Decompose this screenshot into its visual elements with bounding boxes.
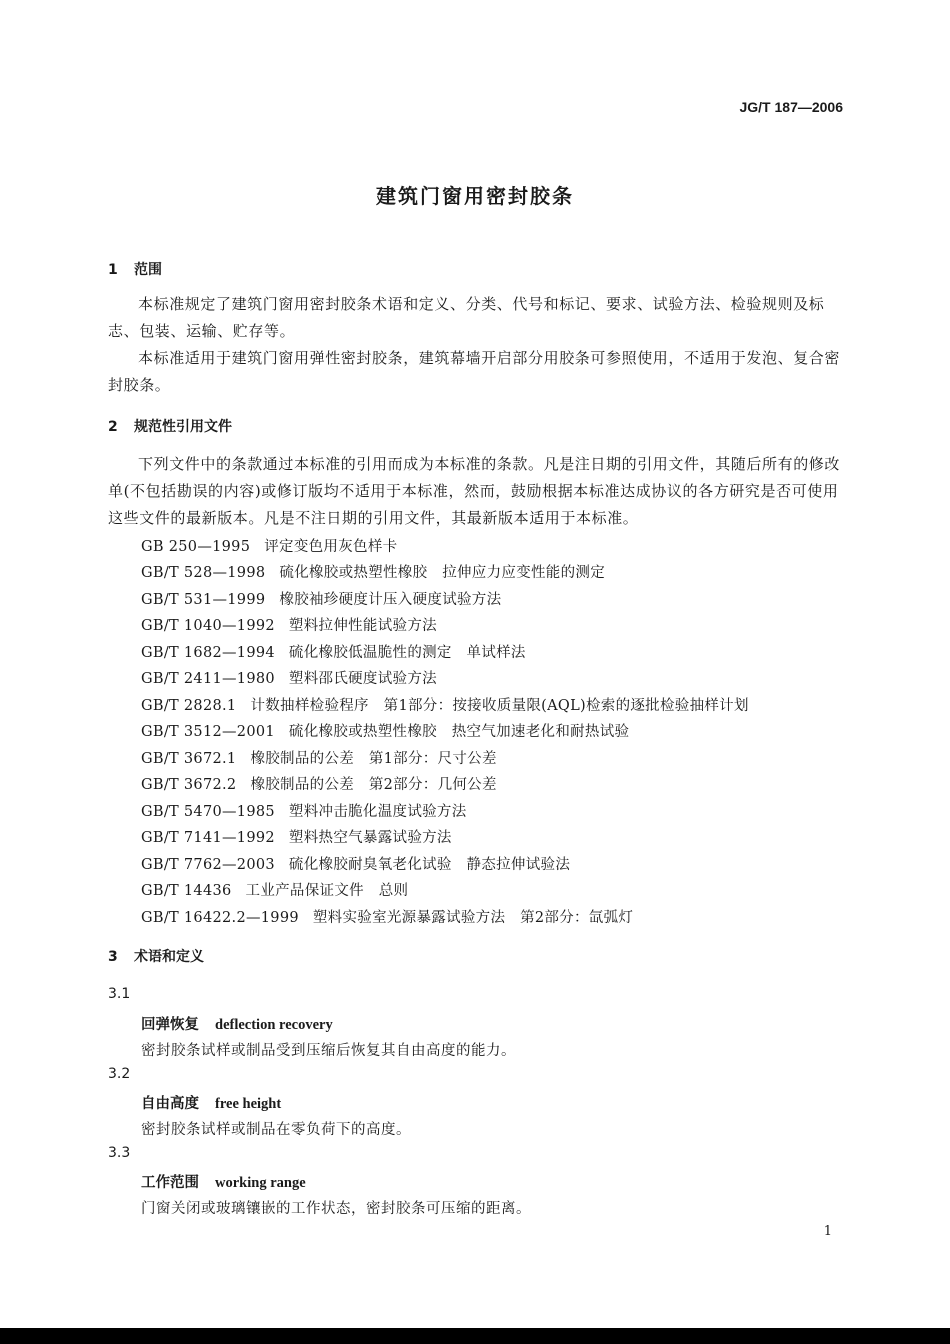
standard-code: JG/T 187—2006 <box>739 99 843 115</box>
reference-title: 硫化橡胶或热塑性橡胶 拉伸应力应变性能的测定 <box>279 565 605 581</box>
reference-title: 塑料实验室光源暴露试验方法 第2部分：氙弧灯 <box>312 910 634 926</box>
term-heading <box>141 1013 333 1034</box>
section-1-paragraph-2: 本标准适用于建筑门窗用弹性密封胶条，建筑幕墙开启部分用胶条可参照使用，不适用于发泡、复合密封胶条。 <box>108 349 841 394</box>
section-2-heading <box>108 416 232 436</box>
reference-code: GB/T 14436 <box>141 883 232 899</box>
reference-item <box>141 773 497 794</box>
reference-title: 塑料热空气暴露试验方法 <box>288 830 452 846</box>
reference-title: 塑料冲击脆化温度试验方法 <box>288 804 467 820</box>
term-definition: 密封胶条试样或制品受到压缩后恢复其自由高度的能力。 <box>141 1043 516 1059</box>
reference-title: 硫化橡胶耐臭氧老化试验 静态拉伸试验法 <box>288 857 571 873</box>
reference-item <box>141 853 570 874</box>
reference-item <box>141 800 467 821</box>
term-en: working range <box>215 1175 306 1191</box>
reference-item <box>141 747 497 768</box>
reference-code: GB/T 3512—2001 <box>141 724 275 740</box>
reference-code: GB/T 1040—1992 <box>141 618 275 634</box>
section-title: 范围 <box>134 262 162 278</box>
reference-code: GB/T 16422.2—1999 <box>141 910 299 926</box>
section-1-paragraph-1: 本标准规定了建筑门窗用密封胶条术语和定义、分类、代号和标记、要求、试验方法、检验规则及标志、包装、运输、贮存等。 <box>108 295 825 340</box>
reference-title: 硫化橡胶或热塑性橡胶 热空气加速老化和耐热试验 <box>288 724 630 740</box>
reference-title: 橡胶袖珍硬度计压入硬度试验方法 <box>279 592 502 608</box>
term-number: 3.2 <box>108 1066 131 1082</box>
reference-code: GB/T 2828.1 <box>141 698 237 714</box>
reference-item <box>141 720 629 741</box>
reference-item <box>141 906 633 927</box>
section-3-heading <box>108 946 204 966</box>
term-zh: 自由高度 <box>141 1096 199 1112</box>
reference-code: GB/T 7762—2003 <box>141 857 275 873</box>
reference-item <box>141 667 437 688</box>
reference-title: 评定变色用灰色样卡 <box>264 539 398 555</box>
section-title: 规范性引用文件 <box>134 419 232 435</box>
reference-title: 塑料拉伸性能试验方法 <box>288 618 437 634</box>
reference-title: 橡胶制品的公差 第2部分：几何公差 <box>250 777 497 793</box>
reference-title: 塑料邵氏硬度试验方法 <box>288 671 437 687</box>
reference-item <box>141 535 397 556</box>
bottom-border <box>0 1328 950 1344</box>
reference-code: GB/T 528—1998 <box>141 565 266 581</box>
reference-item <box>141 588 501 609</box>
reference-item <box>141 694 749 715</box>
term-zh: 工作范围 <box>141 1175 199 1191</box>
term-heading <box>141 1092 281 1113</box>
reference-code: GB/T 2411—1980 <box>141 671 275 687</box>
term-zh: 回弹恢复 <box>141 1017 199 1033</box>
reference-item <box>141 614 437 635</box>
reference-item <box>141 879 408 900</box>
term-number: 3.3 <box>108 1145 131 1161</box>
reference-title: 橡胶制品的公差 第1部分：尺寸公差 <box>250 751 497 767</box>
reference-title: 工业产品保证文件 总则 <box>245 883 409 899</box>
term-number: 3.1 <box>108 986 131 1002</box>
term-en: free height <box>215 1096 282 1112</box>
section-1-heading <box>108 259 162 279</box>
reference-item <box>141 641 526 662</box>
page-number: 1 <box>823 1224 832 1239</box>
section-number: 2 <box>108 419 118 435</box>
term-heading <box>141 1171 306 1192</box>
reference-code: GB/T 3672.2 <box>141 777 237 793</box>
reference-code: GB/T 3672.1 <box>141 751 237 767</box>
reference-code: GB 250—1995 <box>141 539 251 555</box>
reference-code: GB/T 7141—1992 <box>141 830 275 846</box>
reference-code: GB/T 5470—1985 <box>141 804 275 820</box>
term-en: deflection recovery <box>215 1017 333 1033</box>
section-number: 3 <box>108 949 118 965</box>
reference-item <box>141 561 605 582</box>
section-number: 1 <box>108 262 118 278</box>
term-definition: 密封胶条试样或制品在零负荷下的高度。 <box>141 1122 411 1138</box>
reference-title: 计数抽样检验程序 第1部分：按接收质量限(AQL)检索的逐批检验抽样计划 <box>250 698 749 714</box>
reference-title: 硫化橡胶低温脆性的测定 单试样法 <box>288 645 526 661</box>
reference-item <box>141 826 452 847</box>
section-2-intro: 下列文件中的条款通过本标准的引用而成为本标准的条款。凡是注日期的引用文件，其随后所有的修改单(不包括勘误的内容)或修订版均不适用于本标准，然而，鼓励根据本标准达成协议的各方研究是否可使用这些文件的最新版本。凡是不注日期的引用文件，其最新版本适用于本标准。 <box>108 455 841 527</box>
term-definition: 门窗关闭或玻璃镶嵌的工作状态，密封胶条可压缩的距离。 <box>141 1201 531 1217</box>
reference-code: GB/T 531—1999 <box>141 592 266 608</box>
section-title: 术语和定义 <box>134 949 204 965</box>
document-title: 建筑门窗用密封胶条 <box>376 184 574 208</box>
reference-code: GB/T 1682—1994 <box>141 645 275 661</box>
